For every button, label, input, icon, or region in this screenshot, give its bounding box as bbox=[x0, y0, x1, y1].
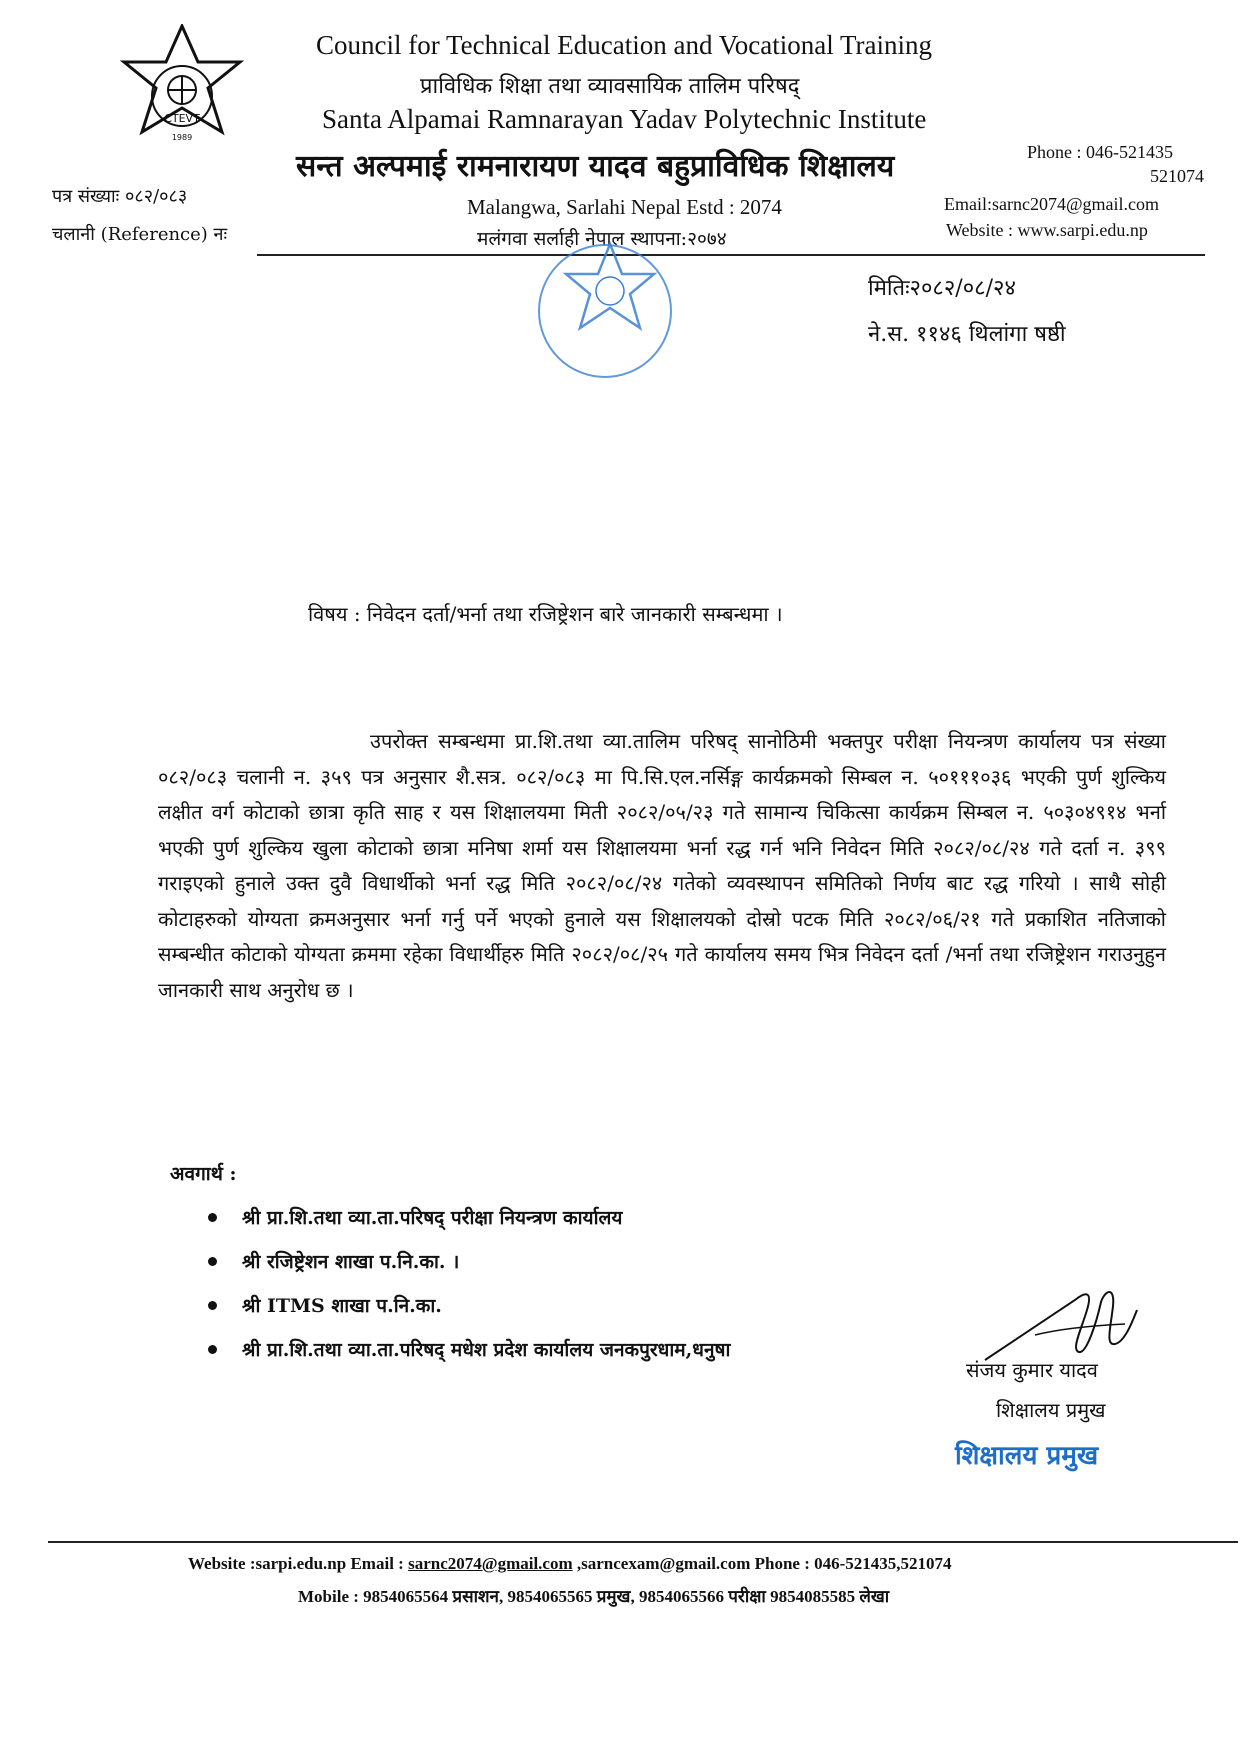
bullet-icon bbox=[208, 1257, 217, 1266]
dispatch-number: चलानी (Reference) नः bbox=[52, 224, 228, 245]
cc-item: श्री प्रा.शि.तथा व्या.ता.परिषद् परीक्षा नियन्त्रण कार्यालय bbox=[206, 1196, 730, 1240]
letter-subject: विषय : निवेदन दर्ता/भर्ना तथा रजिष्ट्रेशन बारे जानकारी सम्बन्धमा । bbox=[308, 602, 783, 626]
cc-label: अवगार्थ : bbox=[170, 1163, 237, 1185]
footer-divider bbox=[48, 1541, 1238, 1543]
org-title-np: प्राविधिक शिक्षा तथा व्यावसायिक तालिम परिषद् bbox=[420, 74, 800, 99]
footer-contact: Website :sarpi.edu.np Email : sarnc2074@gmail.com ,sarncexam@gmail.com Phone : 046-521435,521074 bbox=[188, 1554, 952, 1573]
signer-title: शिक्षालय प्रमुख bbox=[996, 1398, 1106, 1422]
bullet-icon bbox=[208, 1213, 217, 1222]
svg-text:1989: 1989 bbox=[171, 133, 193, 142]
address-en: Malangwa, Sarlahi Nepal Estd : 2074 bbox=[467, 195, 782, 219]
header-website[interactable]: Website : www.sarpi.edu.np bbox=[946, 220, 1148, 240]
cc-item: श्री ITMS शाखा प.नि.का. bbox=[206, 1284, 730, 1328]
cc-list bbox=[206, 1196, 730, 1372]
org-title-en: Council for Technical Education and Vocational Training bbox=[316, 30, 933, 60]
footer-email-link[interactable]: sarnc2074@gmail.com bbox=[408, 1554, 573, 1573]
letter-body-text: उपरोक्त सम्बन्धमा प्रा.शि.तथा व्या.तालिम परिषद् सानोठिमी भक्तपुर परीक्षा नियन्त्रण कार्यालय पत्र संख्या ०८२/०८३ चलानी न. ३५९ पत्र अनुसार शै.सत्र. ०८२/०८३ मा पि.सि.एल.नर्सिङ्ग कार्यक्रमको सिम्बल न. ५०१११०३६ भएकी पुर्ण शुल्किय लक्षीत वर्ग कोटाको छात्रा कृति साह र यस शिक्षालयमा मिती २०८२/०५/२३ गते सामान्य चिकित्सा कार्यक्रम सिम्बल न. ५०३०४९१४ भर्ना भएकी पुर्ण शुल्किय खुला कोटाको छात्रा मनिषा शर्मा यस शिक्षालयमा भर्ना रद्ध गर्न भनि निवेदन मिति २०८२/०८/२४ गते दर्ता न. ३९९ गराइएको हुनाले उक्त दुवै विधार्थीको भर्ना रद्ध मिति २०८२/०८/२४ गतेको व्यवस्थापन समितिको निर्णय बाट रद्ध गरियो । साथै सोही कोटाहरुको योग्यता क्रमअनुसार भर्ना गर्नु पर्ने भएको हुनाले यस शिक्षालयको दोस्रो पटक मिति २०८२/०६/२१ गते प्रकाशित नतिजाको सम्बन्धीत कोटाको योग्यता क्रममा रहेका विधार्थीहरु मिति २०८२/०८/२५ गते कार्यालय समय भित्र निवेदन दर्ता /भर्ना तथा रजिष्ट्रेशन गराउनुहुन जानकारी साथ अनुरोध छ । bbox=[158, 729, 1166, 1002]
signer-title-stamp: शिक्षालय प्रमुख bbox=[955, 1441, 1099, 1471]
ctevt-logo bbox=[112, 24, 252, 154]
address-np: मलंगवा सर्लाही नेपाल स्थापना:२०७४ bbox=[477, 228, 727, 250]
cc-item: श्री रजिष्ट्रेशन शाखा प.नि.का. । bbox=[206, 1240, 730, 1284]
letter-body bbox=[158, 724, 1166, 1008]
header-email[interactable]: Email:sarnc2074@gmail.com bbox=[944, 194, 1160, 214]
footer-mobile: Mobile : 9854065564 प्रसाशन, 9854065565 प्रमुख, 9854065566 परीक्षा 9854085585 लेखा bbox=[298, 1587, 890, 1606]
institute-name-np: सन्त अल्पमाई रामनारायण यादव बहुप्राविधिक शिक्षालय bbox=[296, 149, 895, 184]
nepal-sambat-date: ने.स. ११४६ थिलांगा षष्ठी bbox=[868, 322, 1066, 347]
signer-name: संजय कुमार यादव bbox=[966, 1358, 1098, 1382]
bullet-icon bbox=[208, 1345, 217, 1354]
bullet-icon bbox=[208, 1301, 217, 1310]
svg-text:CTEVT: CTEVT bbox=[164, 112, 200, 125]
header-divider bbox=[257, 254, 1205, 256]
cc-item: श्री प्रा.शि.तथा व्या.ता.परिषद् मधेश प्रदेश कार्यालय जनकपुरधाम,धनुषा bbox=[206, 1328, 730, 1372]
office-stamp bbox=[520, 236, 690, 386]
phone-primary: Phone : 046-521435 bbox=[1027, 142, 1173, 162]
institute-name-en: Santa Alpamai Ramnarayan Yadav Polytechnic Institute bbox=[322, 104, 927, 134]
phone-secondary: 521074 bbox=[1150, 166, 1204, 186]
reference-number: पत्र संख्याः ०८२/०८३ bbox=[52, 186, 188, 207]
letter-date: मितिः२०८२/०८/२४ bbox=[868, 276, 1016, 301]
